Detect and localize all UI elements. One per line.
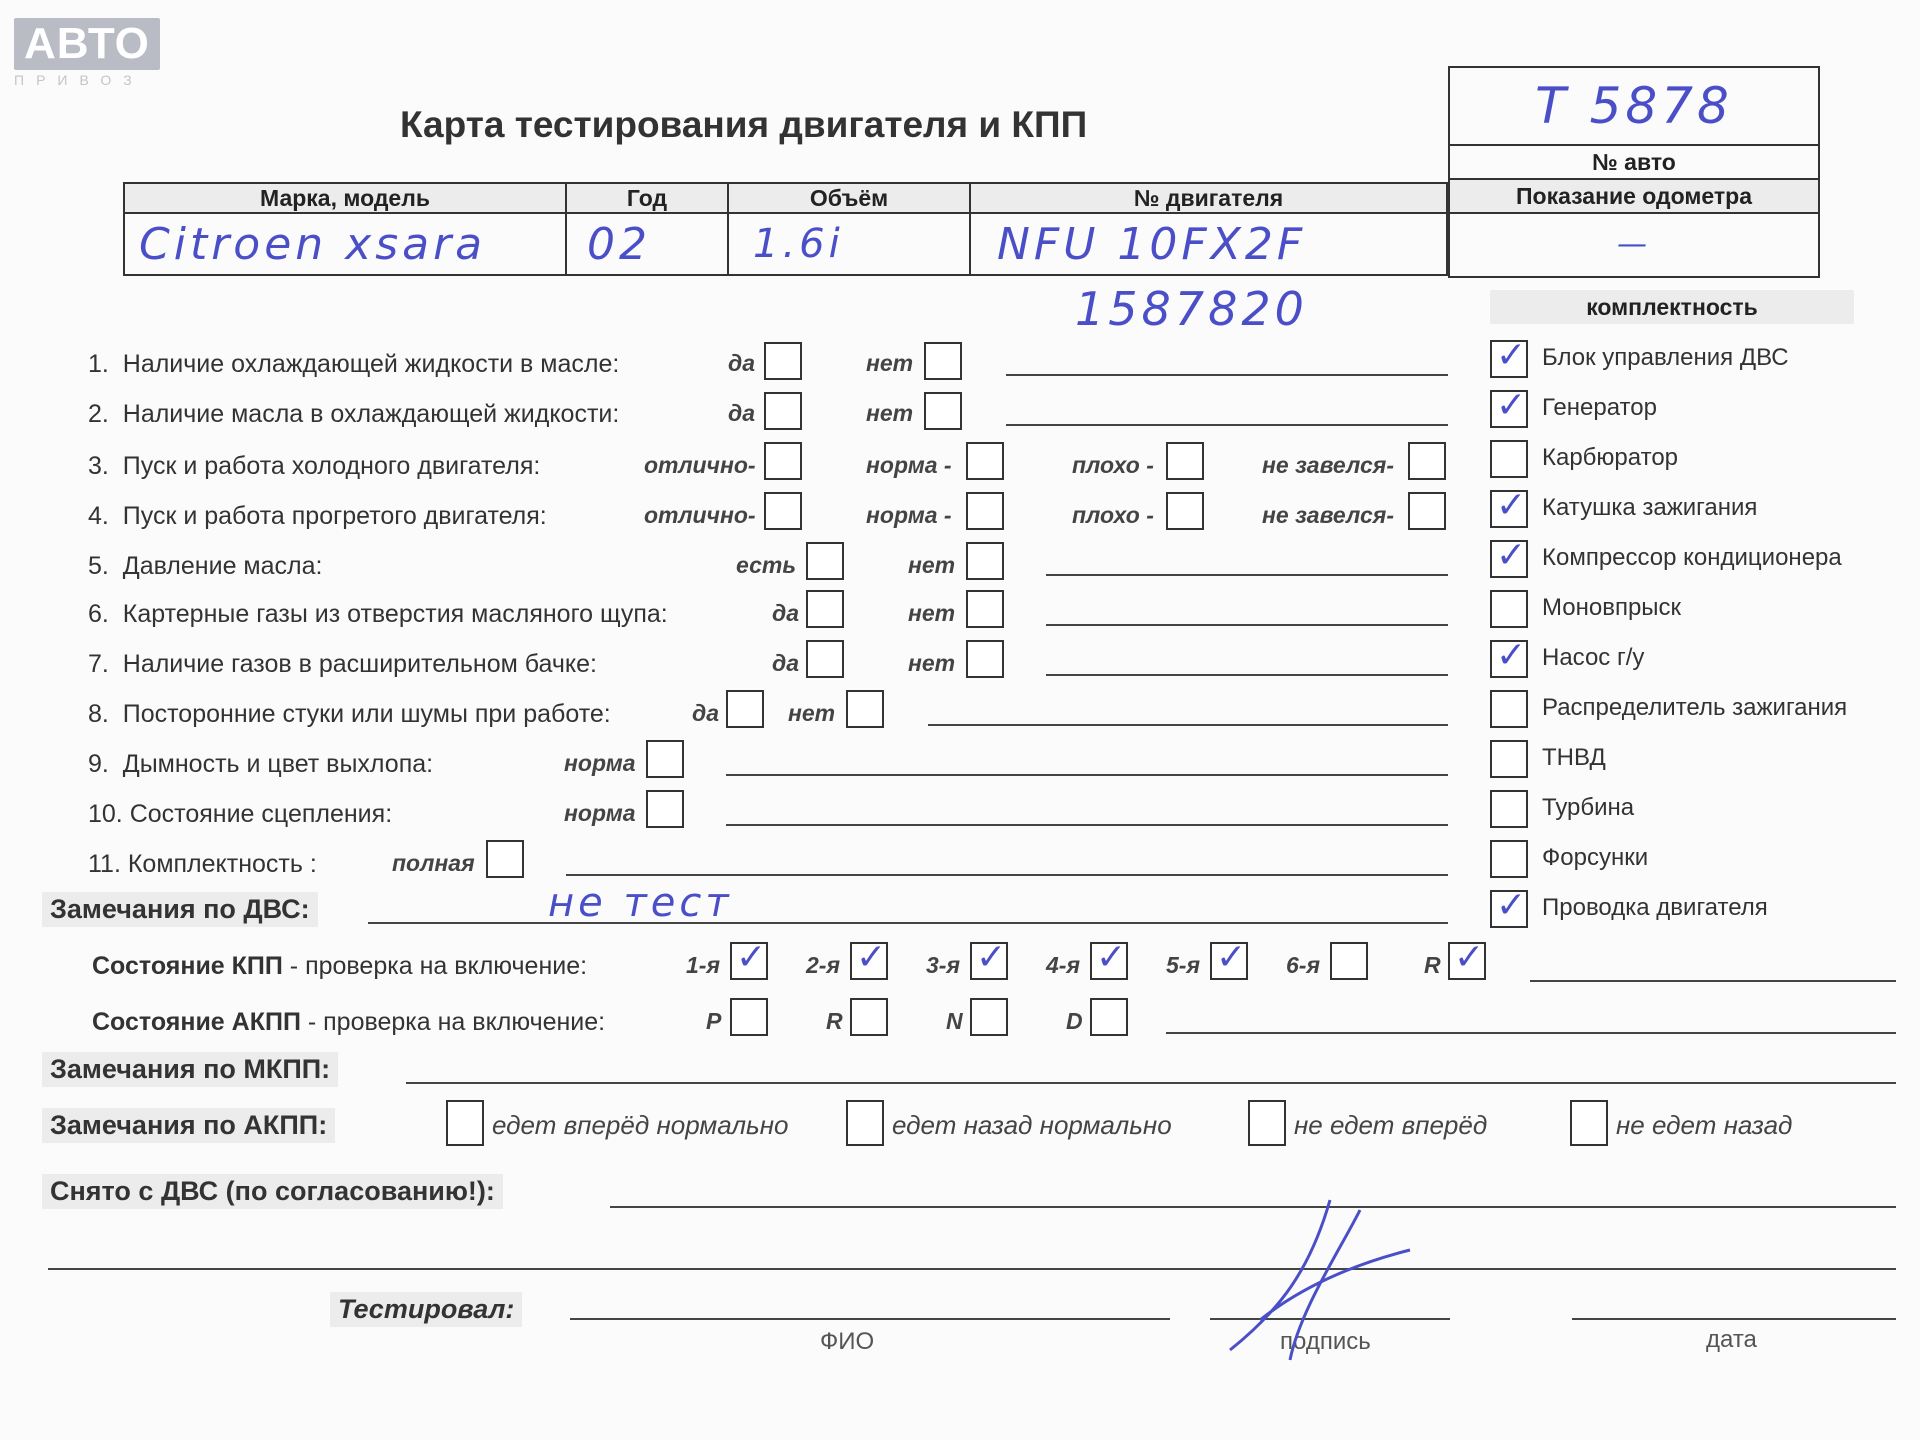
signature	[1220, 1190, 1420, 1380]
year-header: Год	[566, 183, 728, 213]
akpp-remark-label: едет вперёд нормально	[492, 1110, 789, 1140]
gear-checkbox[interactable]	[1210, 942, 1248, 980]
opt-normal-3: норма -	[866, 452, 952, 478]
opt-no-2: нет	[866, 400, 914, 426]
checkbox-q11-full[interactable]	[486, 840, 524, 878]
kit-label: Карбюратор	[1542, 444, 1679, 471]
kit-checkbox[interactable]	[1490, 590, 1528, 628]
akpp-remark-checkbox[interactable]	[1248, 1100, 1286, 1146]
akpp-mode-checkbox[interactable]	[730, 998, 768, 1036]
opt-no-7: нет	[908, 650, 956, 676]
logo-main: АВТО	[14, 18, 160, 70]
logo	[14, 18, 154, 88]
question-2: 2. Наличие масла в охлаждающей жидкости:	[88, 400, 620, 428]
question-10: 10. Состояние сцепления:	[88, 800, 393, 828]
gear-label: 3-я	[926, 952, 960, 978]
kit-checkbox[interactable]	[1490, 790, 1528, 828]
page-title: Карта тестирования двигателя и КПП	[400, 104, 1088, 145]
opt-full-11: полная	[392, 850, 475, 876]
question-9: 9. Дымность и цвет выхлопа:	[88, 750, 434, 778]
sign-caption: подпись	[1280, 1328, 1371, 1355]
vehicle-table	[123, 182, 1448, 276]
gear-label: 5-я	[1166, 952, 1200, 978]
checkbox-q4-normal[interactable]	[966, 492, 1004, 530]
checkbox-q6-no[interactable]	[966, 590, 1004, 628]
logo-sub: ПРИВОЗ	[14, 72, 144, 88]
checkbox-q3-normal[interactable]	[966, 442, 1004, 480]
kit-checkbox[interactable]	[1490, 640, 1528, 678]
kit-checkbox[interactable]	[1490, 740, 1528, 778]
odometer-label: Показание одометра	[1450, 178, 1818, 212]
kit-label: Турбина	[1542, 794, 1635, 821]
fio-line	[570, 1318, 1170, 1320]
tested-label: Тестировал:	[330, 1292, 522, 1327]
opt-no-5: нет	[908, 552, 956, 578]
kit-checkbox[interactable]	[1490, 540, 1528, 578]
opt-excellent-4: отлично-	[644, 502, 756, 528]
akpp-mode-checkbox[interactable]	[970, 998, 1008, 1036]
kit-checkbox[interactable]	[1490, 690, 1528, 728]
opt-yes-6: да	[772, 600, 800, 626]
kit-label: Проводка двигателя	[1542, 894, 1768, 921]
gear-checkbox[interactable]	[1330, 942, 1368, 980]
checkbox-q8-yes[interactable]	[726, 690, 764, 728]
gear-label: 4-я	[1046, 952, 1080, 978]
question-8: 8. Посторонние стуки или шумы при работе:	[88, 700, 611, 728]
kit-checkbox[interactable]	[1490, 440, 1528, 478]
kit-checkbox[interactable]	[1490, 340, 1528, 378]
akpp-mode-checkbox[interactable]	[1090, 998, 1128, 1036]
note-line-7	[1046, 674, 1448, 676]
engine-value: NFU 10FX2F	[970, 213, 1447, 275]
auto-number-label: № авто	[1450, 144, 1818, 178]
remarks-dvs-label: Замечания по ДВС:	[42, 892, 318, 927]
kit-label: Насос г/у	[1542, 644, 1645, 671]
removed-line-2	[48, 1268, 1896, 1270]
kit-checkbox[interactable]	[1490, 890, 1528, 928]
akpp-mode-label: D	[1066, 1008, 1083, 1034]
opt-excellent-3: отлично-	[644, 452, 756, 478]
kpp-label: Состояние КПП - проверка на включение:	[92, 952, 588, 980]
brand-header: Марка, модель	[124, 183, 566, 213]
opt-yes-1: да	[728, 350, 756, 376]
question-1: 1. Наличие охлаждающей жидкости в масле:	[88, 350, 620, 378]
opt-no-6: нет	[908, 600, 956, 626]
opt-bad-3: плохо -	[1072, 452, 1154, 478]
akpp-remark-checkbox[interactable]	[1570, 1100, 1608, 1146]
akpp-remark-label: не едет назад	[1616, 1110, 1793, 1140]
akpp-remark-checkbox[interactable]	[846, 1100, 884, 1146]
checkbox-q3-nostart[interactable]	[1408, 442, 1446, 480]
opt-nostart-4: не завелся-	[1262, 502, 1394, 528]
odometer-value: —	[1450, 212, 1818, 276]
checkbox-q4-excellent[interactable]	[764, 492, 802, 530]
opt-yes-8: да	[692, 700, 720, 726]
checkbox-q3-excellent[interactable]	[764, 442, 802, 480]
date-line	[1572, 1318, 1896, 1320]
opt-yes-2: да	[728, 400, 756, 426]
checkbox-q3-bad[interactable]	[1166, 442, 1204, 480]
note-line-10	[726, 824, 1448, 826]
checkbox-q1-yes[interactable]	[764, 342, 802, 380]
opt-norm-10: норма	[564, 800, 636, 826]
kit-label: Распределитель зажигания	[1542, 694, 1848, 721]
question-11: 11. Комплектность :	[88, 850, 317, 878]
opt-normal-4: норма -	[866, 502, 952, 528]
note-line-8	[928, 724, 1448, 726]
note-line-9	[726, 774, 1448, 776]
question-7: 7. Наличие газов в расширительном бачке:	[88, 650, 597, 678]
kit-label: Форсунки	[1542, 844, 1649, 871]
auto-box	[1448, 66, 1820, 278]
gear-label: 6-я	[1286, 952, 1320, 978]
akpp-label: Состояние АКПП - проверка на включение:	[92, 1008, 606, 1036]
question-4: 4. Пуск и работа прогретого двигателя:	[88, 502, 547, 530]
opt-yes-7: да	[772, 650, 800, 676]
year-value: 02	[566, 213, 728, 275]
gear-checkbox[interactable]	[1090, 942, 1128, 980]
checkbox-q8-no[interactable]	[846, 690, 884, 728]
kit-label: Моновпрыск	[1542, 594, 1682, 621]
kit-checkbox[interactable]	[1490, 490, 1528, 528]
kit-label: Блок управления ДВС	[1542, 344, 1789, 371]
kit-label: ТНВД	[1542, 744, 1606, 771]
checkbox-q4-bad[interactable]	[1166, 492, 1204, 530]
akpp-mode-label: P	[706, 1008, 722, 1034]
question-3: 3. Пуск и работа холодного двигателя:	[88, 452, 541, 480]
note-line-6	[1046, 624, 1448, 626]
opt-is-5: есть	[736, 552, 796, 578]
remarks-dvs-line	[368, 922, 1448, 924]
checkbox-q2-no[interactable]	[924, 392, 962, 430]
gear-checkbox[interactable]	[970, 942, 1008, 980]
checkbox-q4-nostart[interactable]	[1408, 492, 1446, 530]
gear-label: R	[1424, 952, 1441, 978]
volume-header: Объём	[728, 183, 970, 213]
checkbox-q2-yes[interactable]	[764, 392, 802, 430]
kit-label: Катушка зажигания	[1542, 494, 1758, 521]
kit-label: Компрессор кондиционера	[1542, 544, 1842, 571]
question-5: 5. Давление масла:	[88, 552, 323, 580]
opt-norm-9: норма	[564, 750, 636, 776]
note-line-5	[1046, 574, 1448, 576]
akpp-remarks-label: Замечания по АКПП:	[42, 1108, 335, 1143]
gear-checkbox[interactable]	[850, 942, 888, 980]
question-6: 6. Картерные газы из отверстия масляного щупа:	[88, 600, 668, 628]
checkbox-q6-yes[interactable]	[806, 590, 844, 628]
checkbox-q7-no[interactable]	[966, 640, 1004, 678]
brand-value: Citroen xsara	[124, 213, 566, 275]
removed-label: Снято с ДВС (по согласованию!):	[42, 1174, 503, 1209]
akpp-remark-label: едет назад нормально	[892, 1110, 1172, 1140]
kit-title: комплектность	[1490, 290, 1854, 324]
gear-checkbox[interactable]	[730, 942, 768, 980]
checkbox-q10-norm[interactable]	[646, 790, 684, 828]
kit-checkbox[interactable]	[1490, 390, 1528, 428]
opt-no-8: нет	[788, 700, 836, 726]
kpp-note-line	[1530, 980, 1896, 982]
checkbox-q7-yes[interactable]	[806, 640, 844, 678]
fio-caption: ФИО	[820, 1328, 875, 1355]
note-line-1	[1006, 374, 1448, 376]
opt-nostart-3: не завелся-	[1262, 452, 1394, 478]
checkbox-q1-no[interactable]	[924, 342, 962, 380]
mkpp-remarks-line	[406, 1082, 1896, 1084]
note-line-11	[566, 874, 1448, 876]
kit-label: Генератор	[1542, 394, 1657, 421]
mkpp-remarks-label: Замечания по МКПП:	[42, 1052, 338, 1087]
gear-checkbox[interactable]	[1448, 942, 1486, 980]
checkbox-q5-is[interactable]	[806, 542, 844, 580]
akpp-mode-checkbox[interactable]	[850, 998, 888, 1036]
checkbox-q5-no[interactable]	[966, 542, 1004, 580]
akpp-mode-label: R	[826, 1008, 843, 1034]
kit-checkbox[interactable]	[1490, 840, 1528, 878]
volume-value: 1.6i	[728, 213, 970, 275]
akpp-note-line	[1166, 1032, 1896, 1034]
engine-extra-value: 1587820	[1075, 282, 1308, 336]
note-line-2	[1006, 424, 1448, 426]
gear-label: 1-я	[686, 952, 720, 978]
remarks-dvs-value: не тест	[548, 880, 733, 926]
akpp-mode-label: N	[946, 1008, 963, 1034]
auto-number-value: T 5878	[1535, 77, 1733, 135]
gear-label: 2-я	[806, 952, 840, 978]
opt-bad-4: плохо -	[1072, 502, 1154, 528]
akpp-remark-checkbox[interactable]	[446, 1100, 484, 1146]
akpp-remark-label: не едет вперёд	[1294, 1110, 1488, 1140]
date-caption: дата	[1706, 1326, 1757, 1353]
opt-no-1: нет	[866, 350, 914, 376]
checkbox-q9-norm[interactable]	[646, 740, 684, 778]
engine-header: № двигателя	[970, 183, 1447, 213]
